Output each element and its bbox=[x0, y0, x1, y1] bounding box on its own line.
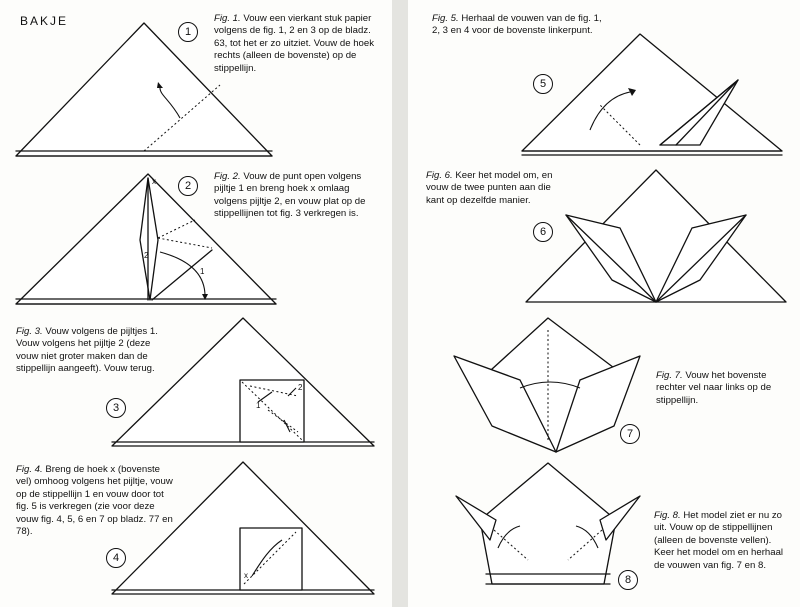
figure-number-3: 3 bbox=[106, 398, 126, 418]
label-4-x: x bbox=[244, 571, 248, 580]
page-title: BAKJE bbox=[20, 14, 69, 28]
figure-number-7: 7 bbox=[620, 424, 640, 444]
caption-label-fig-7: Fig. 7. bbox=[656, 370, 683, 381]
caption-fig-5 bbox=[432, 13, 602, 38]
figure-number-4: 4 bbox=[106, 548, 126, 568]
caption-fig-6 bbox=[426, 170, 566, 207]
label-2: 2 bbox=[144, 251, 149, 260]
label-x: x bbox=[152, 177, 156, 186]
caption-label-fig-6: Fig. 6. bbox=[426, 170, 453, 181]
label-1: 1 bbox=[200, 267, 205, 276]
caption-fig-2 bbox=[214, 171, 382, 221]
figure-number-6: 6 bbox=[533, 222, 553, 242]
caption-label-fig-8: Fig. 8. bbox=[654, 510, 681, 521]
caption-text-fig-3: Vouw volgens de pijltjes 1. Vouw volgens het pijltje 2 (deze vouw niet groter maken dan de stippellijn aangeeft). Vouw terug. bbox=[16, 326, 158, 375]
figure-number-1: 1 bbox=[178, 22, 198, 42]
diagram-fig-5 bbox=[522, 34, 782, 155]
caption-fig-3 bbox=[16, 326, 174, 376]
caption-fig-7 bbox=[656, 370, 790, 407]
caption-text-fig-7: Vouw het bovenste rechter vel naar links op de stippellijn. bbox=[656, 370, 772, 406]
label-3-2: 2 bbox=[298, 383, 303, 392]
caption-text-fig-4: Breng de hoek x (bovenste vel) omhoog volgens het pijltje, vouw op de stippellijn 1 en vouw door tot fig. 5 is verkregen (zie voor deze vouw fig. 4, 5, 6 en 7 op bladz. 77 en 78). bbox=[16, 464, 173, 538]
figure-number-2: 2 bbox=[178, 176, 198, 196]
caption-fig-1 bbox=[214, 13, 382, 75]
caption-fig-4 bbox=[16, 464, 176, 538]
figure-number-8: 8 bbox=[618, 570, 638, 590]
caption-label-fig-1: Fig. 1. bbox=[214, 13, 241, 24]
caption-text-fig-6: Keer het model om, en vouw de twee punten aan die kant op dezelfde manier. bbox=[426, 170, 553, 206]
caption-label-fig-4: Fig. 4. bbox=[16, 464, 43, 475]
caption-text-fig-2: Vouw de punt open volgens pijltje 1 en breng hoek x omlaag volgens pijltje 2, en vouw plat op de stippellijnen tot fig. 3 verkregen is. bbox=[214, 171, 366, 220]
caption-fig-8 bbox=[654, 510, 790, 572]
diagram-fig-8 bbox=[456, 463, 640, 584]
caption-label-fig-2: Fig. 2. bbox=[214, 171, 241, 182]
caption-text-fig-1: Vouw een vierkant stuk papier volgens de fig. 1, 2 en 3 op de bladz. 63, tot het er zo uitziet. Vouw de hoek rechts (alleen de bovenste) op de stippellijn. bbox=[214, 13, 374, 74]
caption-text-fig-8: Het model ziet er nu zo uit. Vouw op de stippellijnen (alleen de bovenste vellen). Keer het model om en herhaal de vouwen van fig. 7 en 8. bbox=[654, 510, 784, 571]
label-3-1: 1 bbox=[256, 401, 261, 410]
caption-label-fig-5: Fig. 5. bbox=[432, 13, 459, 24]
caption-label-fig-3: Fig. 3. bbox=[16, 326, 43, 337]
figure-number-5: 5 bbox=[533, 74, 553, 94]
caption-text-fig-5: Herhaal de vouwen van de fig. 1, 2, 3 en 4 voor de bovenste linkerpunt. bbox=[432, 13, 602, 37]
diagram-fig-7 bbox=[454, 318, 640, 452]
